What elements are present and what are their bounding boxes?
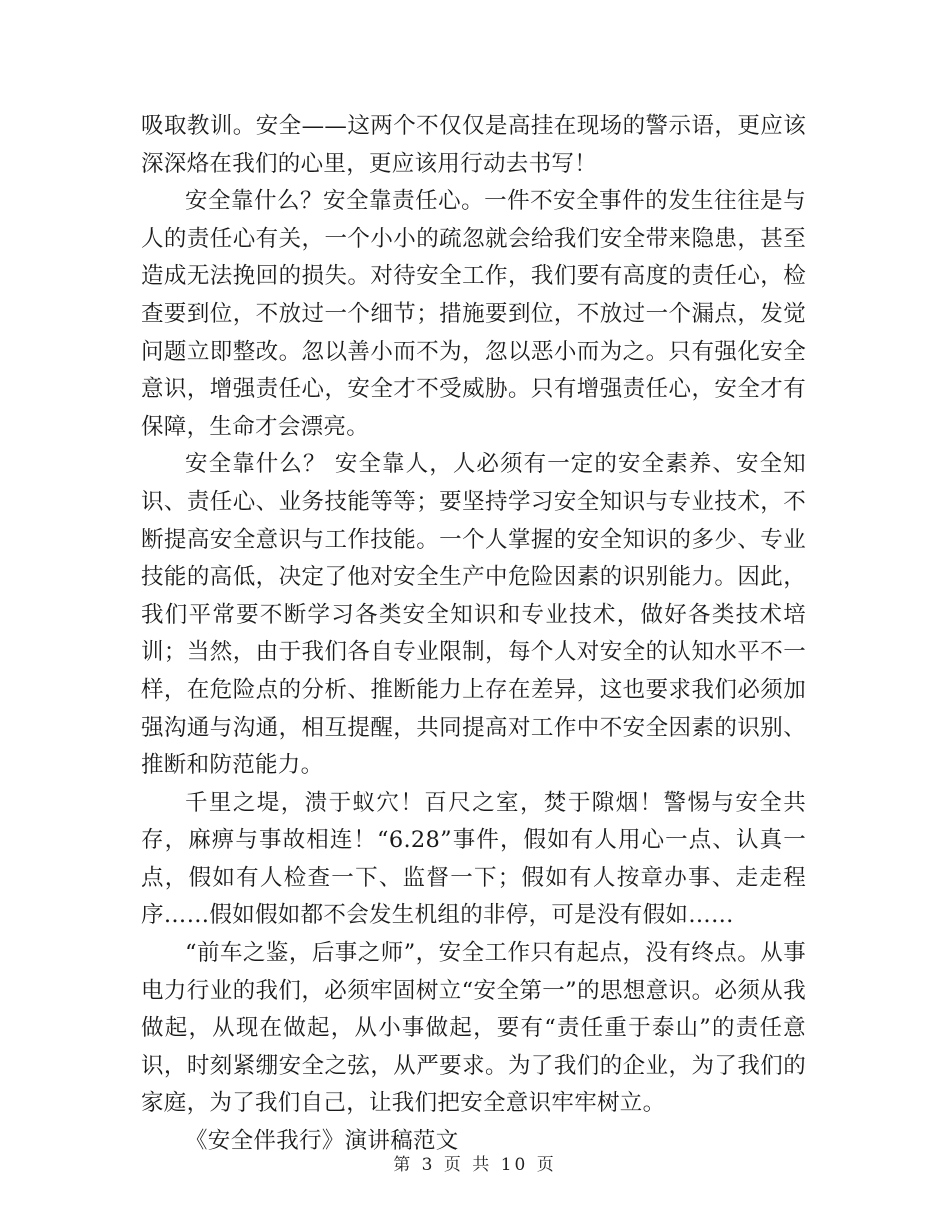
paragraph-3: 安全靠什么？ 安全靠人，人必须有一定的安全素养、安全知识、责任心、业务技能等等；要坚持学习安全知识与专业技术，不断提高安全意识与工作技能。一个人掌握的安全知识的多少、专业技能的高低，决定了他对安全生产中危险因素的识别能力。因此，我们平常要不断学习各类安全知识和专业技术，做好各类技术培训；当然，由于我们各自专业限制，每个人对安全的认知水平不一样，在危险点的分析、推断能力上存在差异，这也要求我们必须加强沟通与沟通，相互提醒，共同提高对工作中不安全因素的识别、推断和防范能力。	[141, 451, 806, 779]
page-footer	[0, 1154, 950, 1176]
footer-suffix: 页	[536, 1155, 557, 1175]
footer-current-page: 3	[421, 1155, 436, 1175]
paragraph-4: 千里之堤，溃于蚁穴！百尺之室，焚于隙烟！警惕与安全共存，麻痹与事故相连！“6.28”事件，假如有人用心一点、认真一点，假如有人检查一下、监督一下；假如有人按章办事、走走程序……假如假如都不会发生机组的非停，可是没有假如……	[141, 789, 806, 929]
footer-middle: 页 共	[443, 1155, 493, 1175]
paragraph-5: “前车之鉴，后事之师”，安全工作只有起点，没有终点。从事电力行业的我们，必须牢固树立“安全第一”的思想意识。必须从我做起，从现在做起，从小事做起，要有“责任重于泰山”的责任意识，时刻紧绷安全之弦，从严要求。为了我们的企业，为了我们的家庭，为了我们自己，让我们把安全意识牢牢树立。	[141, 940, 806, 1117]
paragraph-6-title: 《安全伴我行》演讲稿范文	[185, 1128, 459, 1155]
paragraph-2: 安全靠什么？安全靠责任心。一件不安全事件的发生往往是与人的责任心有关，一个小小的疏忽就会给我们安全带来隐患，甚至造成无法挽回的损失。对待安全工作，我们要有高度的责任心，检查要到位，不放过一个细节；措施要到位，不放过一个漏点，发觉问题立即整改。忽以善小而不为，忽以恶小而为之。只有强化安全意识，增强责任心，安全才不受威胁。只有增强责任心，安全才有保障，生命才会漂亮。	[141, 188, 806, 440]
document-body	[141, 108, 806, 1161]
footer-total-pages: 10	[500, 1155, 529, 1175]
footer-prefix: 第	[393, 1155, 414, 1175]
paragraph-1: 吸取教训。安全——这两个不仅仅是高挂在现场的警示语，更应该深深烙在我们的心里，更应该用行动去书写！	[141, 113, 806, 177]
